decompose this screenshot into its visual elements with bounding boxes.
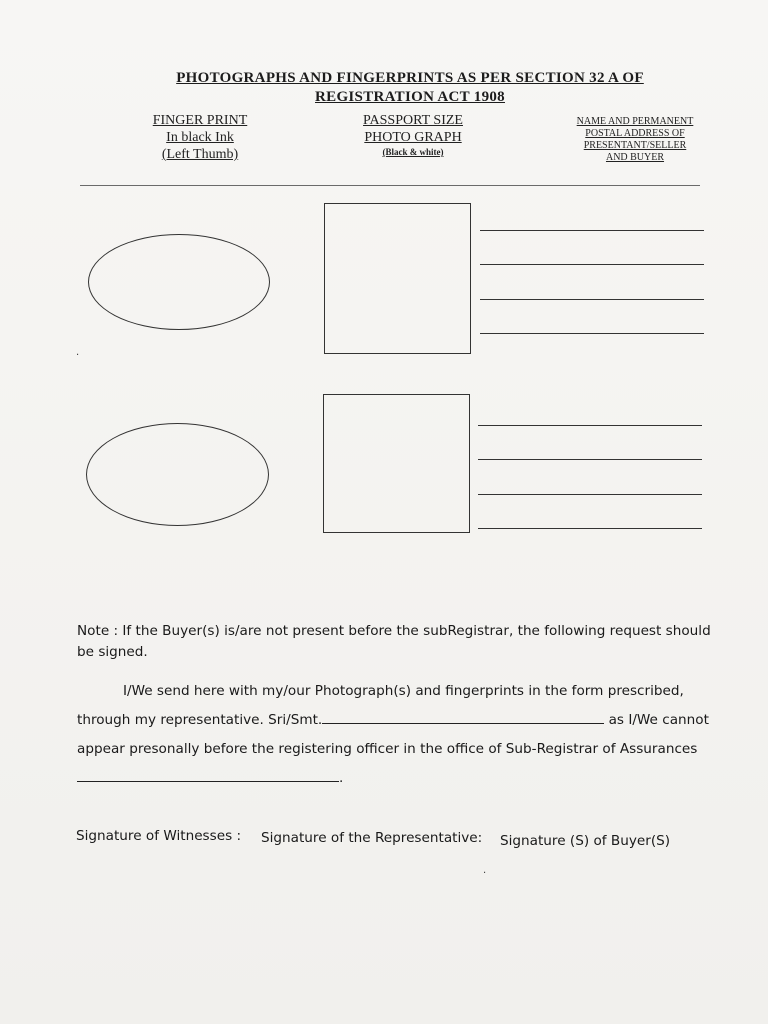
fingerprint-heading-line: FINGER PRINT	[152, 113, 248, 128]
name-address-line[interactable]	[480, 299, 704, 300]
fingerprint-oval-2[interactable]	[86, 423, 269, 526]
stray-mark: ‧	[483, 868, 487, 879]
request-line-2-start: through my representative. Sri/Smt.	[77, 712, 323, 728]
buyer-signature-label: Signature (S) of Buyer(S)	[500, 833, 671, 849]
stray-mark: ‧	[76, 350, 80, 361]
name-heading-line: PRESENTANT/SELLER	[583, 140, 687, 151]
photo-heading-line: PASSPORT SIZE	[363, 113, 463, 128]
fingerprint-column-heading	[130, 112, 270, 163]
note-line-2: be signed.	[77, 644, 148, 660]
fingerprint-oval-1[interactable]	[88, 234, 270, 330]
name-address-line[interactable]	[480, 264, 704, 265]
name-heading-line: AND BUYER	[605, 152, 665, 163]
form-title-line-2: REGISTRATION ACT 1908	[315, 89, 505, 105]
photo-box-1[interactable]	[324, 203, 471, 354]
sub-registrar-office-blank[interactable]	[77, 769, 339, 782]
name-heading-line: NAME AND PERMANENT	[576, 116, 694, 127]
request-line-3: appear presonally before the registering officer in the office of Sub-Registrar of Assurances	[77, 741, 698, 757]
request-line-4-end: .	[339, 770, 344, 786]
photo-column-heading	[338, 112, 488, 159]
fingerprint-heading-line: (Left Thumb)	[161, 147, 239, 162]
photo-box-2[interactable]	[323, 394, 470, 533]
name-address-line[interactable]	[480, 230, 704, 231]
request-line-1: I/We send here with my/our Photograph(s) and fingerprints in the form prescribed,	[123, 683, 684, 699]
request-line-4	[77, 769, 343, 786]
form-title-line-1: PHOTOGRAPHS AND FINGERPRINTS AS PER SECTION 32 A OF	[176, 70, 644, 86]
fingerprint-heading-line: In black Ink	[166, 130, 234, 145]
header-divider	[80, 185, 700, 186]
photo-heading-line: PHOTO GRAPH	[364, 130, 462, 145]
witness-signature-label: Signature of Witnesses :	[76, 828, 242, 844]
name-address-line[interactable]	[478, 528, 702, 529]
photo-heading-line: (Black & white)	[382, 147, 444, 157]
name-address-line[interactable]	[478, 459, 702, 460]
name-address-line[interactable]	[478, 494, 702, 495]
note-line-1: Note : If the Buyer(s) is/are not present before the subRegistrar, the following request should	[77, 623, 711, 639]
representative-signature-label: Signature of the Representative:	[261, 830, 483, 846]
name-heading-line: POSTAL ADDRESS OF	[585, 128, 685, 139]
name-address-line[interactable]	[478, 425, 702, 426]
name-address-line[interactable]	[480, 333, 704, 334]
name-address-column-heading	[560, 116, 710, 164]
request-line-2	[77, 711, 709, 728]
request-line-2-end: as I/We cannot	[608, 712, 709, 728]
representative-name-blank[interactable]	[322, 711, 604, 724]
